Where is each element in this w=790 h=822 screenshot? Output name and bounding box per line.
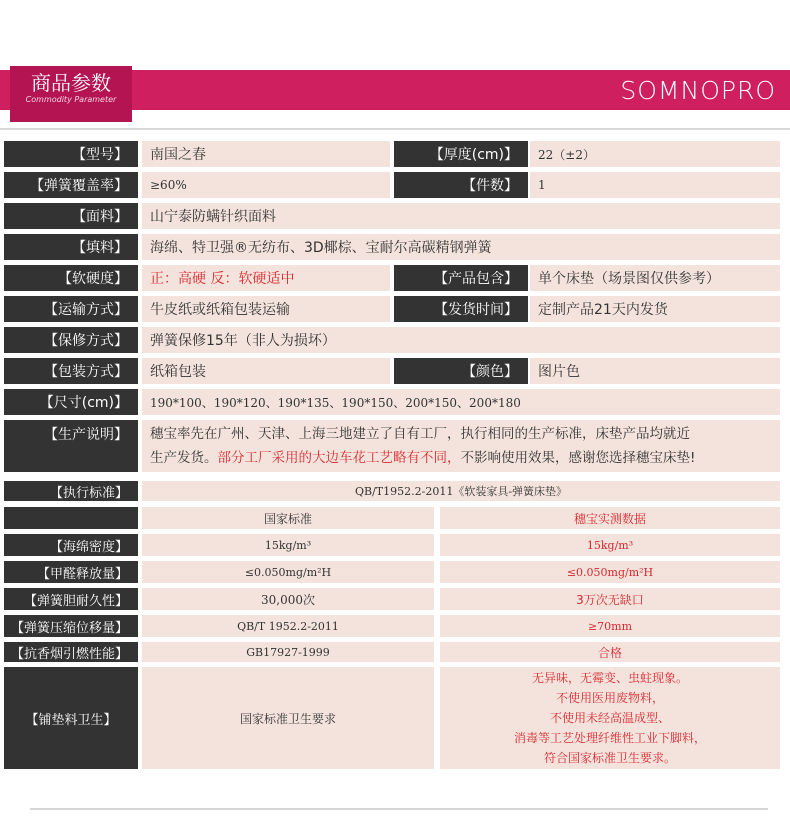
exec-standard-label: 【执行标准】 [4, 481, 138, 501]
national-cell: 15kg/m³ [142, 534, 434, 556]
hygiene-line: 消毒等工艺处理纤维性工业下脚料， [513, 731, 706, 745]
row-label: 【抗香烟引燃性能】 [4, 642, 138, 662]
coverage-label: 【弹簧覆盖率】 [4, 172, 138, 198]
national-cell: 30,000次 [142, 588, 434, 610]
filling-value: 海绵、特卫强®无纺布、3D椰棕、宝耐尔高碳精钢弹簧 [142, 234, 780, 260]
table-header-blank [4, 507, 138, 529]
packaging-value: 纸箱包装 [142, 358, 390, 384]
row-label: 【弹簧压缩位移量】 [4, 615, 138, 637]
national-cell: ≤0.050mg/m²H [142, 561, 434, 583]
hygiene-label: 【铺垫料卫生】 [4, 667, 138, 769]
pieces-label: 【件数】 [394, 172, 528, 198]
warranty-label: 【保修方式】 [4, 327, 138, 353]
exec-standard-value: QB/T1952.2-2011《软装家具-弹簧床垫》 [142, 481, 780, 501]
size-value: 190*100、190*120、190*135、190*150、200*150、200*180 [142, 389, 780, 415]
production-text [142, 420, 780, 472]
packaging-label: 【包装方式】 [4, 358, 138, 384]
hygiene-line: 不使用未经高温成型、 [549, 711, 670, 725]
fabric-label: 【面料】 [4, 203, 138, 229]
color-value: 图片色 [530, 358, 780, 384]
row-label: 【甲醛释放量】 [4, 561, 138, 583]
thickness-label: 【厚度(cm)】 [394, 141, 528, 167]
fabric-value: 山宁泰防螨针织面料 [142, 203, 780, 229]
delivery-label: 【发货时间】 [394, 296, 528, 322]
measured-cell: 3万次无缺口 [440, 588, 780, 610]
production-line-1: 穗宝率先在广州、天津、上海三地建立了自有工厂，执行相同的生产标准，床垫产品均就近 [150, 426, 690, 442]
brand-logo: SOMNOPRO [620, 76, 776, 105]
thickness-value: 22（±2） [530, 141, 780, 167]
section-subtitle: Commodity Parameter [25, 95, 117, 104]
hygiene-national: 国家标准卫生要求 [142, 667, 434, 769]
col-header-national: 国家标准 [142, 507, 434, 529]
row-label: 【弹簧胆耐久性】 [4, 588, 138, 610]
color-label: 【颜色】 [394, 358, 528, 384]
hygiene-line: 不使用医用废物料， [555, 691, 664, 705]
hygiene-line: 无异味，无霉变、虫蛀现象。 [531, 671, 688, 685]
hygiene-line: 符合国家标准卫生要求。 [543, 751, 676, 765]
national-cell: QB/T 1952.2-2011 [142, 615, 434, 637]
shipping-label: 【运输方式】 [4, 296, 138, 322]
divider [0, 128, 790, 130]
warranty-value: 弹簧保修15年（非人为损坏） [142, 327, 780, 353]
measured-cell: 15kg/m³ [440, 534, 780, 556]
model-value: 南国之春 [142, 141, 390, 167]
hygiene-measured [440, 667, 780, 769]
firmness-value: 正：高硬 反：软硬适中 [142, 265, 390, 291]
measured-cell: 合格 [440, 642, 780, 662]
section-title: 商品参数 [31, 71, 111, 95]
size-label: 【尺寸(cm)】 [4, 389, 138, 415]
model-label: 【型号】 [4, 141, 138, 167]
national-cell: GB17927-1999 [142, 642, 434, 662]
delivery-value: 定制产品21天内发货 [530, 296, 780, 322]
filling-label: 【填料】 [4, 234, 138, 260]
measured-cell: ≥70mm [440, 615, 780, 637]
production-label: 【生产说明】 [4, 420, 138, 472]
footer-divider [30, 808, 768, 810]
firmness-label: 【软硬度】 [4, 265, 138, 291]
pieces-value: 1 [530, 172, 780, 198]
production-line-2: 生产发货。部分工厂采用的大边车花工艺略有不同，不影响使用效果，感谢您选择穗宝床垫! [150, 450, 696, 466]
row-label: 【海绵密度】 [4, 534, 138, 556]
col-header-measured: 穗宝实测数据 [440, 507, 780, 529]
contents-label: 【产品包含】 [394, 265, 528, 291]
shipping-value: 牛皮纸或纸箱包装运输 [142, 296, 390, 322]
contents-value: 单个床垫（场景图仅供参考） [530, 265, 780, 291]
measured-cell: ≤0.050mg/m²H [440, 561, 780, 583]
production-highlight: 部分工厂采用的大边车花工艺略有不同， [217, 450, 461, 466]
coverage-value: ≥60% [142, 172, 390, 198]
